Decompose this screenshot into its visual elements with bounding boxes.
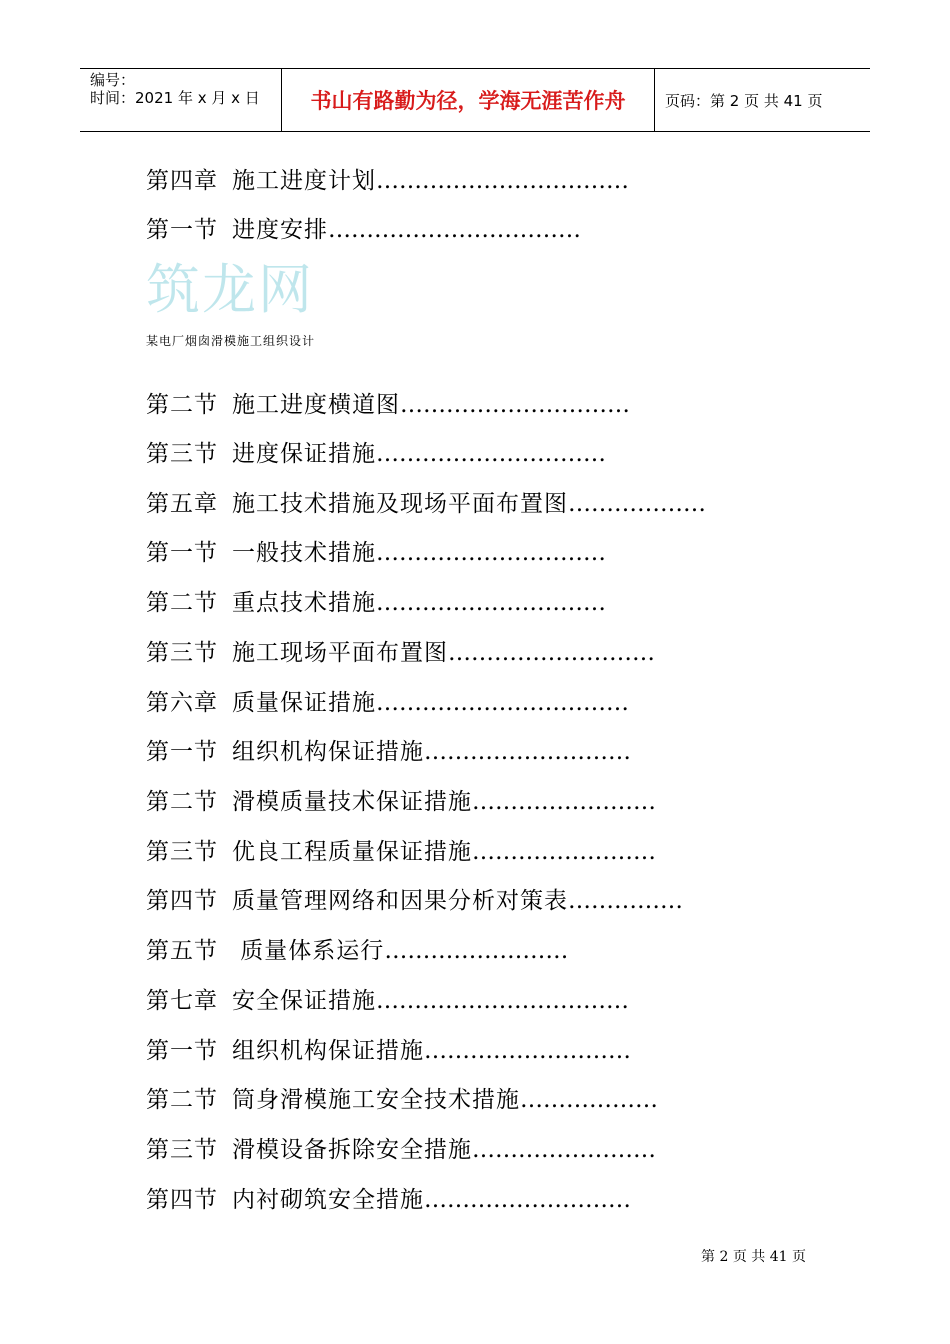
toc-entry <box>146 1085 658 1115</box>
toc-entry-number: 第二节 <box>146 789 218 815</box>
toc-entry-title: 重点技术措施 <box>232 590 376 616</box>
toc-entry-title: 组织机构保证措施 <box>232 739 424 765</box>
toc-entry-number: 第二节 <box>146 392 218 418</box>
toc-entry-leader: …………………… <box>472 789 656 815</box>
header-motto-cell <box>282 69 655 131</box>
toc-entry-title: 组织机构保证措施 <box>232 1038 424 1064</box>
toc-entry-title: 滑模设备拆除安全措施 <box>232 1137 472 1163</box>
toc-entry <box>146 538 606 568</box>
toc-entry-number: 第三节 <box>146 1137 218 1163</box>
toc-entry-number: 第三节 <box>146 441 218 467</box>
toc-entry <box>146 489 706 519</box>
toc-entry-number: 第五章 <box>146 491 218 517</box>
toc-entry <box>146 737 631 767</box>
toc-entry-leader: …………………… <box>384 938 569 964</box>
toc-entry-leader: ……………… <box>568 491 706 517</box>
toc-entry <box>146 787 656 817</box>
toc-entry-title: 施工进度横道图 <box>232 392 400 418</box>
toc-entry-number: 第三节 <box>146 640 218 666</box>
toc-entry-leader: ………………………… <box>400 392 630 418</box>
toc-entry-leader: …………… <box>568 888 683 914</box>
toc-entry-leader: ………………………… <box>376 590 606 616</box>
toc-entry-leader: ……………………… <box>424 739 631 765</box>
toc-entry-number: 第七章 <box>146 988 218 1014</box>
document-title: 某电厂烟囱滑模施工组织设计 <box>146 334 316 348</box>
toc-entry-number: 第一节 <box>146 217 218 243</box>
toc-entry-title: 一般技术措施 <box>232 540 376 566</box>
toc-entry-title: 优良工程质量保证措施 <box>232 839 472 865</box>
toc-entry <box>146 688 629 718</box>
toc-entry <box>146 638 655 668</box>
toc-entry-number: 第五节 <box>146 938 218 964</box>
toc-entry <box>146 936 568 966</box>
toc-entry-number: 第一节 <box>146 540 218 566</box>
toc-entry-number: 第四节 <box>146 1187 218 1213</box>
toc-entry-leader: ……………………… <box>424 1187 631 1213</box>
toc-entry-title: 内衬砌筑安全措施 <box>232 1187 424 1213</box>
toc-entry-leader: ………………………… <box>376 441 606 467</box>
toc-entry-number: 第六章 <box>146 690 218 716</box>
watermark-logo: 筑龙网 <box>146 258 314 321</box>
toc-entry-title: 进度安排 <box>232 217 328 243</box>
toc-entry-leader: …………………… <box>472 1137 656 1163</box>
toc-entry <box>146 1185 631 1215</box>
toc-entry-title: 施工现场平面布置图 <box>232 640 448 666</box>
toc-entry-number: 第一节 <box>146 1038 218 1064</box>
toc-entry-title: 施工进度计划 <box>232 168 376 194</box>
toc-entry-title: 筒身滑模施工安全技术措施 <box>232 1087 520 1113</box>
toc-entry-leader: ……………………… <box>424 1038 631 1064</box>
toc-entry <box>146 1036 631 1066</box>
toc-entry-number: 第二节 <box>146 1087 218 1113</box>
toc-entry-number: 第一节 <box>146 739 218 765</box>
toc-entry <box>146 166 629 196</box>
toc-entry-leader: ……………… <box>520 1087 658 1113</box>
toc-entry-leader: …………………………… <box>376 988 629 1014</box>
toc-entry <box>146 986 629 1016</box>
toc-entry-leader: …………………………… <box>376 168 629 194</box>
header-page-number: 页码：第 2 页 共 41 页 <box>665 91 823 110</box>
toc-entry-leader: …………………… <box>472 839 656 865</box>
toc-entry-title: 质量体系运行 <box>232 938 385 964</box>
page-footer-number: 第 2 页 共 41 页 <box>701 1249 806 1265</box>
toc-entry <box>146 439 606 469</box>
toc-entry <box>146 215 581 245</box>
toc-entry <box>146 588 606 618</box>
header-motto: 书山有路勤为径，学海无涯苦作舟 <box>310 89 626 113</box>
page-header <box>80 68 870 132</box>
toc-entry <box>146 886 683 916</box>
toc-entry-number: 第二节 <box>146 590 218 616</box>
toc-entry-leader: ………………………… <box>376 540 606 566</box>
toc-entry-number: 第四节 <box>146 888 218 914</box>
toc-entry-title: 施工技术措施及现场平面布置图 <box>232 491 568 517</box>
toc-entry-title: 进度保证措施 <box>232 441 376 467</box>
document-number-label: 编号： <box>90 71 136 89</box>
toc-entry <box>146 1135 656 1165</box>
header-meta-cell <box>80 69 282 131</box>
toc-entry-number: 第四章 <box>146 168 218 194</box>
toc-entry-title: 质量管理网络和因果分析对策表 <box>232 888 568 914</box>
toc-entry-leader: …………………………… <box>328 217 581 243</box>
toc-entry-title: 滑模质量技术保证措施 <box>232 789 472 815</box>
toc-entry-number: 第三节 <box>146 839 218 865</box>
toc-entry-title: 质量保证措施 <box>232 690 376 716</box>
toc-entry <box>146 390 630 420</box>
header-page-cell <box>655 69 870 131</box>
toc-entry <box>146 837 656 867</box>
toc-entry-leader: …………………………… <box>376 690 629 716</box>
document-date-label: 时间：2021 年 x 月 x 日 <box>90 89 260 107</box>
toc-entry-title: 安全保证措施 <box>232 988 376 1014</box>
toc-entry-leader: ……………………… <box>448 640 655 666</box>
